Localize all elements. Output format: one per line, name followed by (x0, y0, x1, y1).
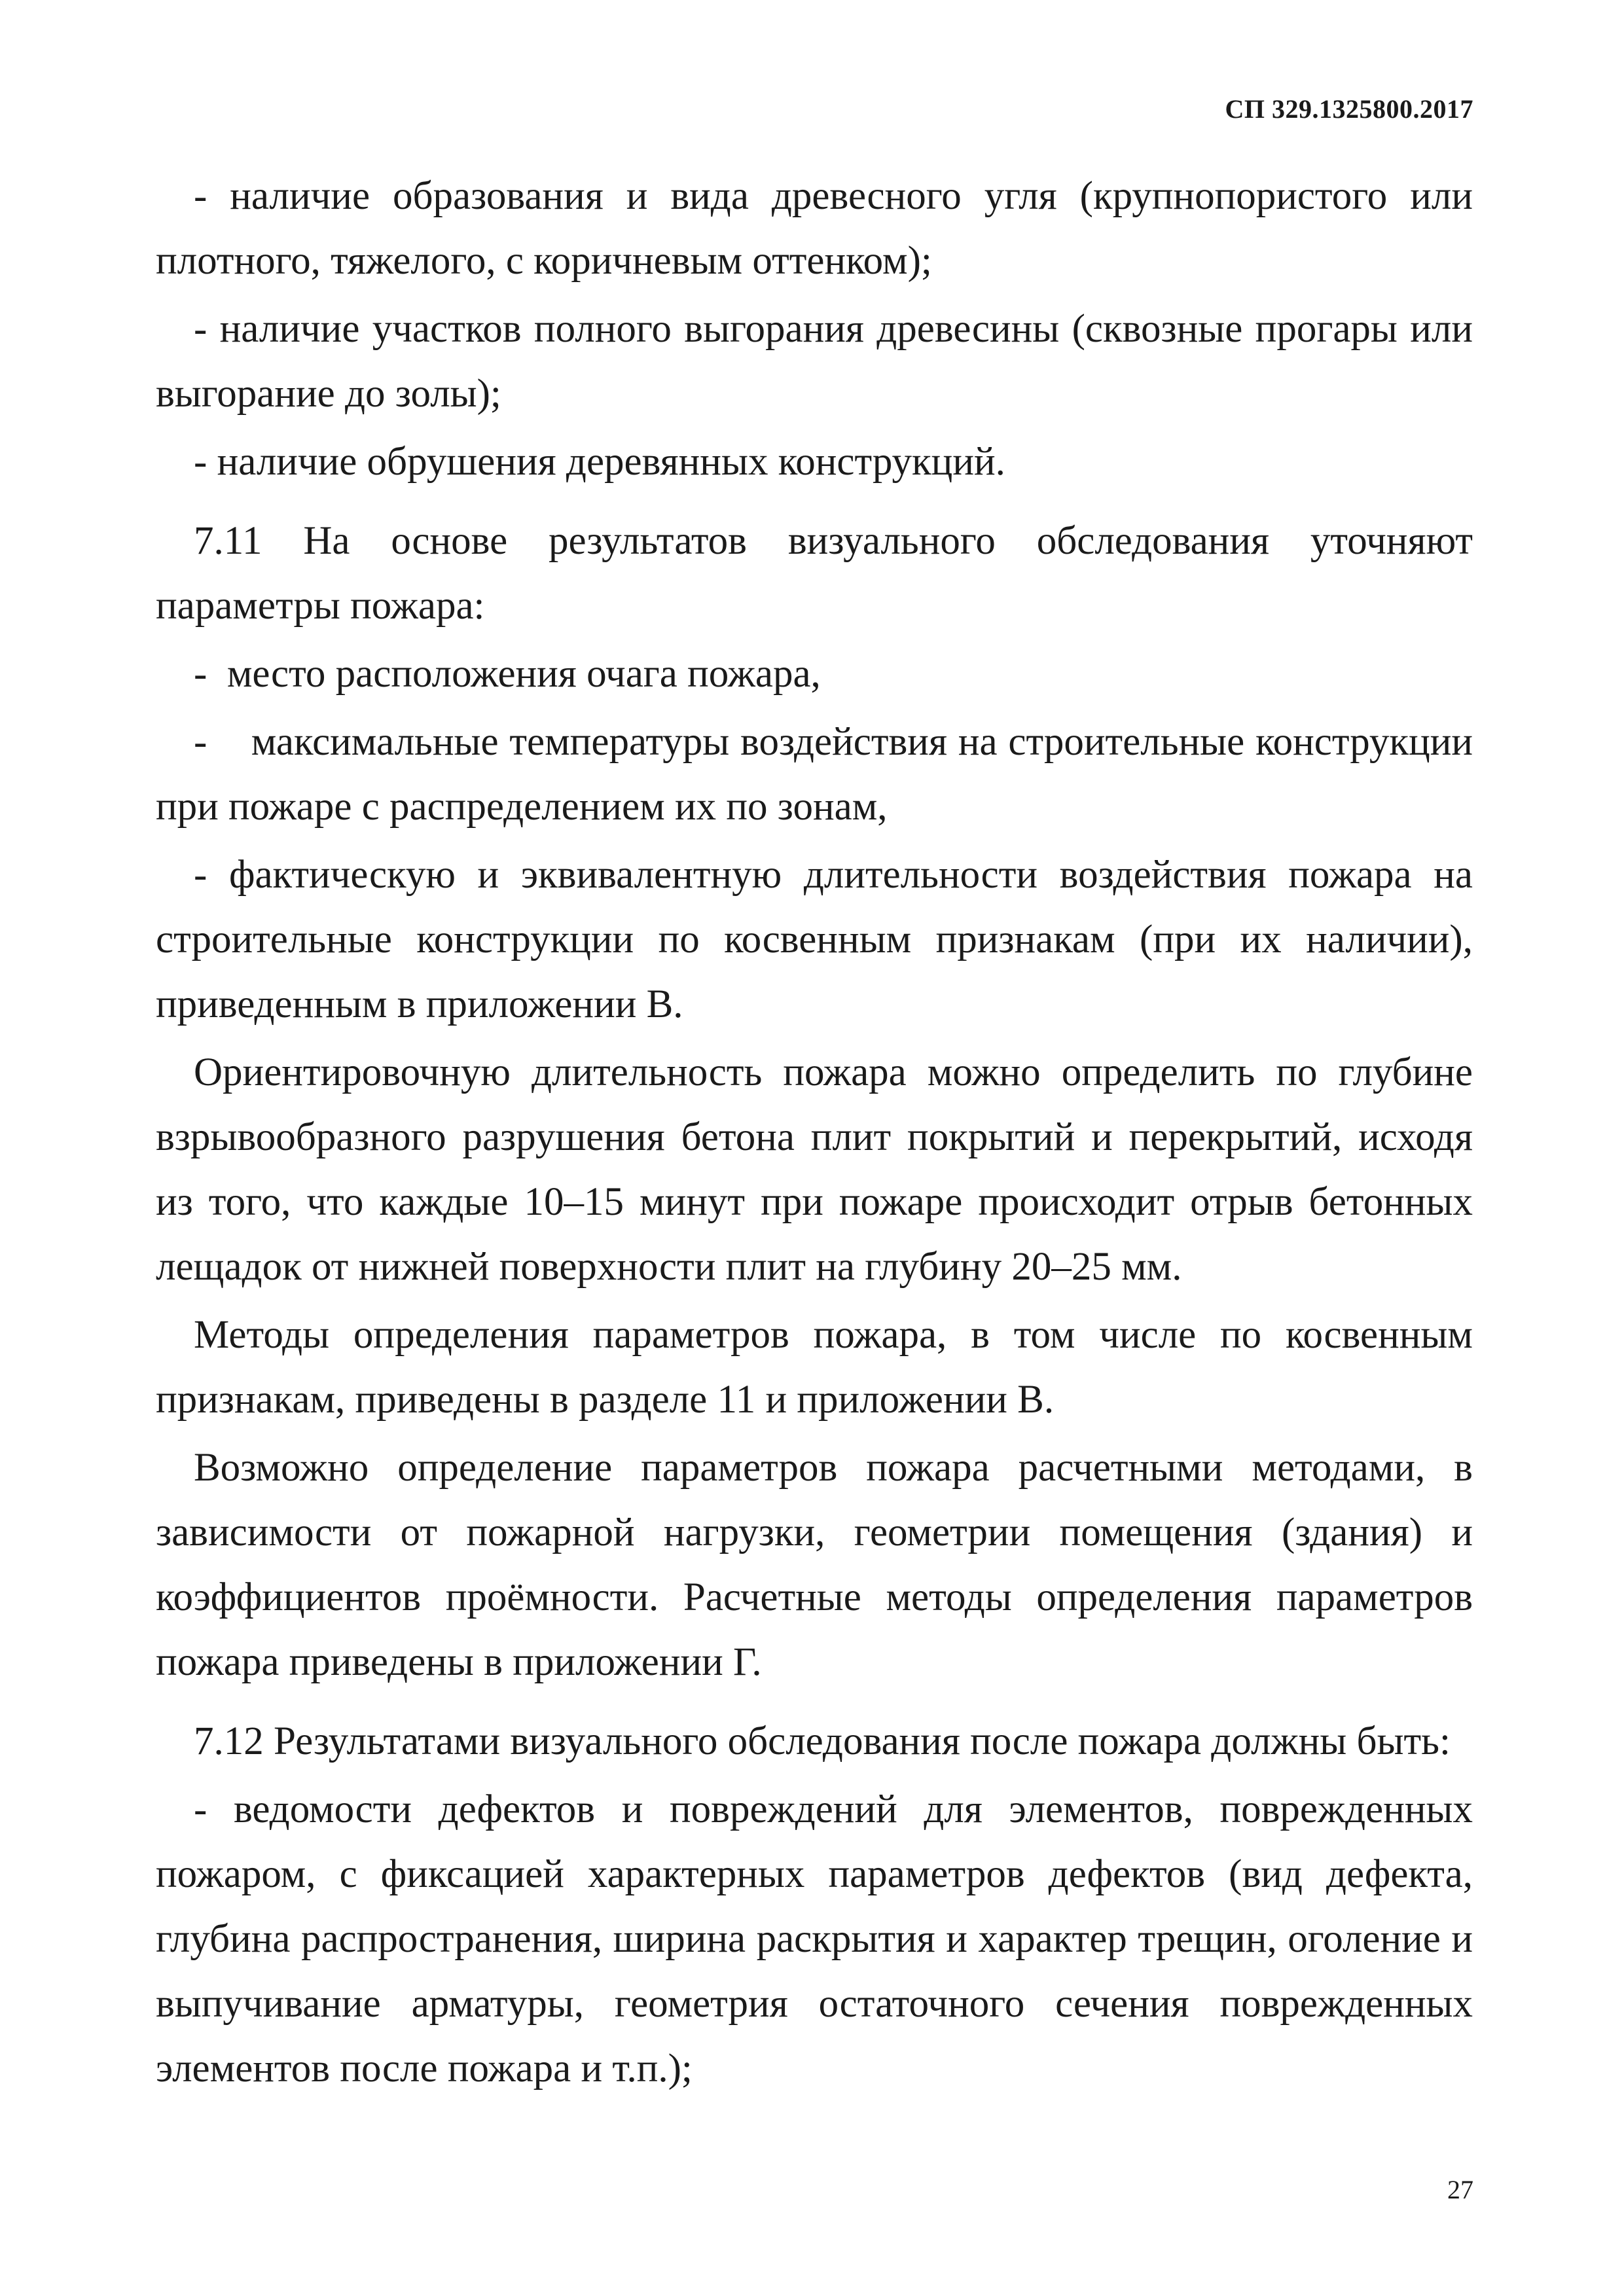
list-item-defect-statements: - ведомости дефектов и повреждений для элементов, поврежденных пожаром, с фиксацией характерных параметров дефектов (вид дефекта, глубина распространения, ширина раскрытия и характер трещин, оголение и выпучивание арматуры, геометрия остаточного сечения поврежденных элементов после пожара и т.п.); (156, 1787, 1473, 2090)
list-item-max-temperatures: - максимальные температуры воздействия на строительные конструкции при пожаре с распределением их по зонам, (156, 720, 1473, 829)
paragraph-methods: Методы определения параметров пожара, в том числе по косвенным признакам, приведены в разделе 11 и приложении В. (156, 1313, 1473, 1422)
paragraph-approximate-duration: Ориентировочную длительность пожара можно определить по глубине взрывообразного разрушения бетона плит покрытий и перекрытий, исходя из того, что каждые 10–15 минут при пожаре происходит отрыв бетонных лещадок от нижней поверхности плит на глубину 20–25 мм. (156, 1050, 1473, 1289)
document-code-header: СП 329.1325800.2017 (1225, 94, 1473, 124)
list-item-charcoal: - наличие образования и вида древесного угля (крупнопористого или плотного, тяжелого, с коричневым оттенком); (156, 174, 1473, 283)
list-item-burnout: - наличие участков полного выгорания древесины (сквозные прогары или выгорание до золы); (156, 307, 1473, 416)
paragraph-calculation-methods: Возможно определение параметров пожара расчетными методами, в зависимости от пожарной нагрузки, геометрии помещения (здания) и коэффициентов проёмности. Расчетные методы определения параметров пожара приведены в приложении Г. (156, 1446, 1473, 1684)
list-item-fire-origin: - место расположения очага пожара, (194, 652, 821, 696)
page-number: 27 (1447, 2175, 1473, 2204)
section-7-12-paragraph: 7.12 Результатами визуального обследования после пожара должны быть: (194, 1719, 1451, 1763)
list-item-fire-duration: - фактическую и эквивалентную длительности воздействия пожара на строительные конструкции по косвенным признакам (при их наличии), приведенным в приложении В. (156, 853, 1473, 1026)
section-7-11-paragraph: 7.11 На основе результатов визуального обследования уточняют параметры пожара: (156, 519, 1473, 628)
list-item-collapse: - наличие обрушения деревянных конструкций. (194, 440, 1005, 484)
page-body (156, 164, 1473, 2101)
